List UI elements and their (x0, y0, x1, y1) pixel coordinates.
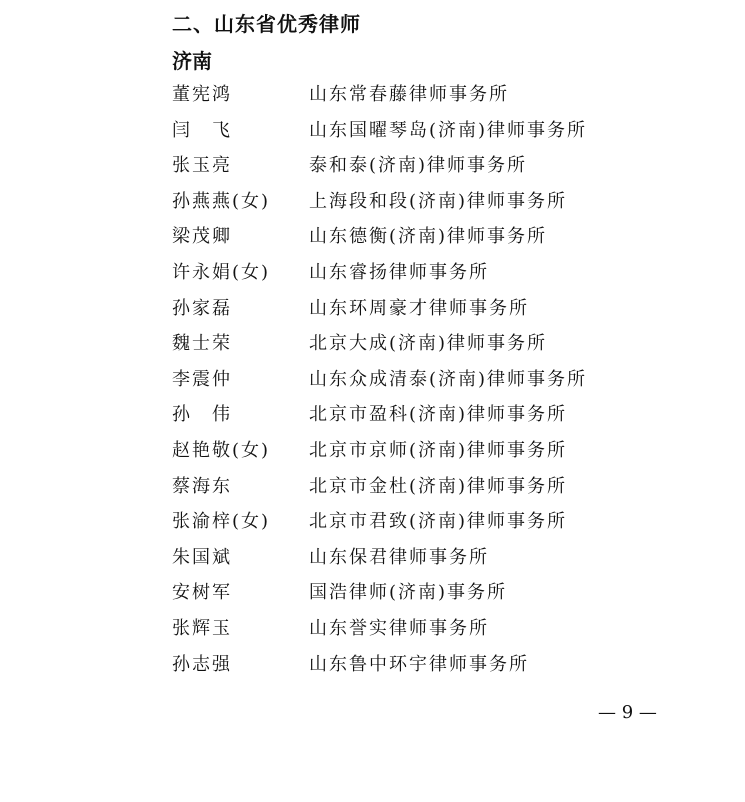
law-firm: 山东众成清泰(济南)律师事务所 (309, 368, 588, 390)
lawyer-list (172, 77, 692, 682)
list-item (172, 647, 692, 683)
lawyer-name: 董宪鸿 (172, 84, 232, 105)
list-item (172, 504, 692, 540)
law-firm: 山东誉实律师事务所 (309, 617, 489, 639)
list-item (172, 77, 692, 113)
lawyer-name: 张渝梓(女) (172, 511, 271, 533)
lawyer-name: 朱国斌 (172, 546, 232, 568)
lawyer-name: 孙燕燕(女) (172, 190, 271, 212)
law-firm: 北京市金杜(济南)律师事务所 (309, 475, 568, 497)
law-firm: 山东鲁中环宇律师事务所 (309, 653, 529, 675)
list-item (172, 362, 692, 398)
list-item (172, 255, 692, 291)
lawyer-name: 梁茂卿 (172, 226, 232, 248)
law-firm: 国浩律师(济南)事务所 (309, 582, 508, 604)
lawyer-name: 闫 飞 (172, 119, 232, 141)
lawyer-name: 张玉亮 (172, 155, 232, 177)
lawyer-name: 魏士荣 (172, 333, 232, 355)
list-item (172, 113, 692, 149)
list-item (172, 397, 692, 433)
law-firm: 北京市君致(济南)律师事务所 (309, 511, 568, 533)
law-firm: 北京市京师(济南)律师事务所 (309, 439, 568, 461)
list-item (172, 575, 692, 611)
list-item (172, 540, 692, 576)
list-item (172, 184, 692, 220)
lawyer-name: 孙 伟 (172, 404, 232, 426)
law-firm: 山东国曜琴岛(济南)律师事务所 (309, 119, 588, 141)
lawyer-name: 赵艳敬(女) (172, 439, 271, 461)
lawyer-name: 孙家磊 (172, 297, 232, 319)
list-item (172, 291, 692, 327)
city-heading: 济南 (172, 49, 212, 73)
section-title: 二、山东省优秀律师 (172, 12, 361, 36)
law-firm: 山东常春藤律师事务所 (309, 84, 509, 105)
law-firm: 山东德衡(济南)律师事务所 (309, 226, 548, 248)
list-item (172, 219, 692, 255)
lawyer-name: 张辉玉 (172, 617, 232, 639)
lawyer-name: 蔡海东 (172, 475, 232, 497)
law-firm: 山东环周豪才律师事务所 (309, 297, 529, 319)
law-firm: 北京大成(济南)律师事务所 (309, 333, 548, 355)
page-number: — 9 — (598, 702, 657, 723)
law-firm: 上海段和段(济南)律师事务所 (309, 190, 568, 212)
list-item (172, 326, 692, 362)
list-item (172, 148, 692, 184)
lawyer-name: 安树军 (172, 582, 232, 604)
law-firm: 泰和泰(济南)律师事务所 (309, 155, 528, 177)
list-item (172, 611, 692, 647)
lawyer-name: 孙志强 (172, 653, 232, 675)
law-firm: 山东保君律师事务所 (309, 546, 489, 568)
list-item (172, 433, 692, 469)
list-item (172, 469, 692, 505)
law-firm: 山东睿扬律师事务所 (309, 261, 489, 283)
lawyer-name: 李震仲 (172, 368, 232, 390)
law-firm: 北京市盈科(济南)律师事务所 (309, 404, 568, 426)
lawyer-name: 许永娟(女) (172, 261, 271, 283)
